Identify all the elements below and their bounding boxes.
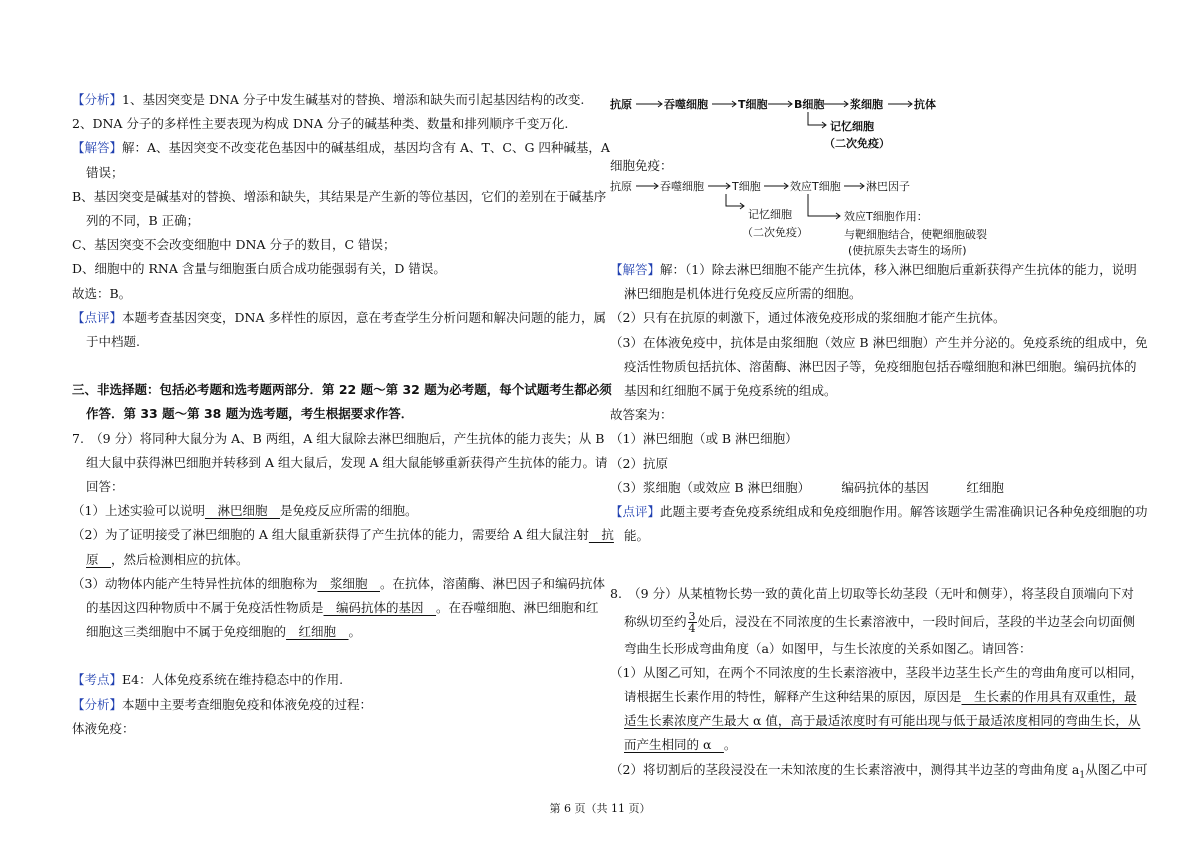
text: 此题主要考查免疫系统组成和免疫细胞作用。解答该题学生需准确识记各种免疫细胞的功 <box>660 504 1148 520</box>
node-lymphokine: 淋巴因子 <box>866 180 910 193</box>
kaodian-line <box>72 668 592 692</box>
node-antigen: 抗原 <box>610 98 632 111</box>
answer2-line5: 疫活性物质包括抗体、溶菌酶、淋巴因子等，免疫细胞包括吞噬细胞和淋巴细胞。编码抗体的 <box>624 358 1137 374</box>
analysis1-line2: 2、DNA 分子的多样性主要表现为构成 DNA 分子的碱基种类、数量和排列顺序千变万化. <box>72 116 569 132</box>
q7-part2 <box>72 523 614 547</box>
left-column <box>72 88 614 741</box>
effect-note: (使抗原失去寄生的场所) <box>848 244 967 257</box>
final-answer-label: 故答案为： <box>610 407 673 423</box>
node-b-cell: B细胞 <box>794 98 825 111</box>
comment2-line2: 能。 <box>624 528 650 544</box>
text: 本题中主要考查细胞免疫和体液免疫的过程： <box>122 696 373 712</box>
node-t-cell: T细胞 <box>732 180 761 193</box>
comment-tag: 【点评】 <box>72 309 123 325</box>
fraction-denominator: 4 <box>688 621 696 635</box>
answer-tag: 【解答】 <box>610 262 661 277</box>
answer1-d: D、细胞中的 RNA 含量与细胞蛋白质合成功能强弱有关，D 错误。 <box>72 261 446 277</box>
answer-blank: 生长素的作用具有双重性，最 <box>961 689 1137 705</box>
answer2-line2: 淋巴细胞是机体进行免疫反应所需的细胞。 <box>624 286 862 302</box>
text: 解：A、基因突变不改变花色基因中的碱基组成，基因均含有 A、T、C、G 四种碱基，A <box>122 140 610 156</box>
text: 。在抗体，溶菌酶、淋巴因子和编码抗体 <box>379 575 605 591</box>
q7-part3-l3 <box>72 620 592 644</box>
answer-blank: 而产生相同的 α <box>624 737 724 753</box>
comment1-line2: 于中档题. <box>86 334 140 350</box>
q8-part1-line4 <box>610 733 1130 757</box>
q7-line1: 7. （9 分）将同种大鼠分为 A、B 两组，A 组大鼠除去淋巴细胞后，产生抗体的能力丧失；从 B <box>72 430 605 446</box>
q7-part3-l2 <box>72 596 599 620</box>
answer1-b1: B、基因突变是碱基对的替换、增添和缺失，其结果是产生新的等位基因，它们的差别在于碱基序 <box>72 188 607 204</box>
analysis-tag: 【分析】 <box>72 696 123 712</box>
analysis-tag: 【分析】 <box>72 92 123 107</box>
text: 是免疫反应所需的细胞。 <box>279 503 418 519</box>
node-antigen: 抗原 <box>610 180 632 193</box>
q7-part1 <box>72 499 592 523</box>
node-effector-t-cell: 效应T细胞 <box>790 180 841 193</box>
node-phagocyte: 吞噬细胞 <box>660 180 704 193</box>
answer2-line3: （2）只有在抗原的刺激下，通过体液免疫形成的浆细胞才能产生抗体。 <box>610 310 1006 326</box>
text: 从图乙中可 <box>1085 761 1148 777</box>
text: 1、基因突变是 DNA 分子中发生碱基对的替换、增添和缺失而引起基因结构的改变. <box>122 92 585 107</box>
secondary-immunity-label: （二次免疫） <box>742 226 808 239</box>
answer-blank: 浆细胞 <box>317 575 380 591</box>
q7-part2-cont <box>72 548 592 572</box>
q7-line3: 回答： <box>86 479 124 495</box>
comment2-line1 <box>610 500 1148 524</box>
text: 。 <box>348 624 362 640</box>
analysis1-line1 <box>72 88 592 112</box>
text: （2）将切割后的茎段浸没在一未知浓度的生长素溶液中，测得其半边茎的弯曲角度 a <box>610 761 1080 777</box>
cellular-immunity-title: 细胞免疫： <box>610 158 673 173</box>
text: 称纵切至约 <box>624 613 687 629</box>
section-heading-line2: 作答．第 33 题～第 38 题为选考题，考生根据要求作答． <box>86 406 414 422</box>
comment1-line1 <box>72 306 606 330</box>
answer-blank: 编码抗体的基因 <box>323 600 437 616</box>
q7-line2: 组大鼠中获得淋巴细胞并转移到 A 组大鼠后，发现 A 组大鼠能够重新获得产生抗体的能力。请 <box>86 454 608 470</box>
text: 。 <box>723 737 737 753</box>
answer-tag: 【解答】 <box>72 140 123 156</box>
text: （3）动物体内能产生特异性抗体的细胞称为 <box>72 575 318 591</box>
text: （2）为了证明接受了淋巴细胞的 A 组大鼠重新获得了产生抗体的能力，需要给 A 组大鼠注射 <box>72 527 589 543</box>
text: （1）上述实验可以说明 <box>72 503 205 519</box>
humoral-label: 体液免疫： <box>72 720 135 736</box>
answer1-c: C、基因突变不会改变细胞中 DNA 分子的数目，C 错误； <box>72 237 396 253</box>
answer-blank: 红细胞 <box>286 624 349 640</box>
answer-blank: 原 <box>86 551 112 567</box>
kaodian-tag: 【考点】 <box>72 672 123 688</box>
answer2-line6: 基因和红细胞不属于免疫系统的组成。 <box>624 383 837 399</box>
final-answer-1: （1）淋巴细胞（或 B 淋巴细胞） <box>610 431 798 447</box>
effect-label: 效应T细胞作用： <box>844 210 928 223</box>
answer1-a <box>72 136 610 160</box>
q8-part2-line1 <box>610 758 1148 788</box>
text: 的基因这四种物质中不属于免疫活性物质是 <box>86 600 324 616</box>
text: 解：（1）除去淋巴细胞不能产生抗体，移入淋巴细胞后重新获得产生抗体的能力，说明 <box>660 262 1137 277</box>
secondary-immunity-label: （二次免疫） <box>824 137 890 150</box>
text: E4：人体免疫系统在维持稳态中的作用. <box>122 672 344 688</box>
node-memory-cell: 记忆细胞 <box>830 120 874 133</box>
answer2-line4: （3）在体液免疫中，抗体是由浆细胞（效应 B 淋巴细胞）产生并分泌的。免疫系统的组成中，免 <box>610 334 1148 350</box>
answer1-choice: 故选：B。 <box>72 285 132 301</box>
q7-part3 <box>72 572 605 596</box>
q8-line3: 弯曲生长形成弯曲角度（a）如图甲，与生长浓度的关系如图乙。请回答： <box>624 640 1032 656</box>
q8-part1-line1: （1）从图乙可知，在两个不同浓度的生长素溶液中，茎段半边茎生长产生的弯曲角度可以相同， <box>610 664 1143 680</box>
answer1-b2: 列的不同，B 正确； <box>86 213 200 229</box>
section-heading-line1: 三、非选择题：包括必考题和选考题两部分．第 22 题～第 32 题为必考题，每个试题考生都必须 <box>72 382 612 398</box>
answer-blank: 适生长素浓度产生最大 α 值，高于最适浓度时有可能出现与低于最适浓度相同的弯曲生长，从 <box>624 713 1141 729</box>
final-answer-2: （2）抗原 <box>610 455 668 471</box>
analysis2-line <box>72 693 592 717</box>
node-t-cell: T细胞 <box>738 98 768 111</box>
right-column <box>610 258 1148 787</box>
q8-part1-line2 <box>610 685 1137 709</box>
final-answer-3: （3）浆细胞（或效应 B 淋巴细胞） 编码抗体的基因 红细胞 <box>610 479 1004 495</box>
q8-line2 <box>610 607 1136 637</box>
node-antibody: 抗体 <box>914 98 936 111</box>
effect-desc: 与靶细胞结合，使靶细胞破裂 <box>844 228 987 241</box>
node-plasma-cell: 浆细胞 <box>850 98 883 111</box>
q8-line1: 8. （9 分）从某植物长势一致的黄化苗上切取等长幼茎段（无叶和侧芽），将茎段自顶端向下对 <box>610 586 1134 602</box>
node-phagocyte: 吞噬细胞 <box>664 98 708 111</box>
answer2-line1 <box>610 258 1137 282</box>
humoral-immunity-diagram <box>608 92 968 156</box>
answer1-a2: 错误； <box>86 164 124 180</box>
q8-part1-line3 <box>610 709 1141 733</box>
cellular-immunity-diagram <box>608 176 1028 260</box>
answer-blank: 抗 <box>588 527 614 543</box>
answer-blank: 淋巴细胞 <box>204 503 280 519</box>
text: 本题考查基因突变，DNA 多样性的原因，意在考查学生分析问题和解决问题的能力，属 <box>122 309 606 325</box>
text: 。在吞噬细胞、淋巴细胞和红 <box>436 600 599 616</box>
node-memory-cell: 记忆细胞 <box>748 208 792 221</box>
fraction-numerator: 3 <box>688 609 696 623</box>
text: 请根据生长素作用的特性，解释产生这种结果的原因，原因是 <box>624 689 962 705</box>
comment-tag: 【点评】 <box>610 504 661 520</box>
fraction-three-quarters <box>688 611 697 634</box>
page-footer: 第 6 页（共 11 页） <box>549 802 651 815</box>
text: 细胞这三类细胞中不属于免疫细胞的 <box>86 624 287 640</box>
text: 处后，浸没在不同浓度的生长素溶液中，一段时间后，茎段的半边茎会向切面侧 <box>697 613 1136 629</box>
text: ，然后检测相应的抗体。 <box>111 551 249 567</box>
subscript: 1 <box>1079 770 1086 781</box>
